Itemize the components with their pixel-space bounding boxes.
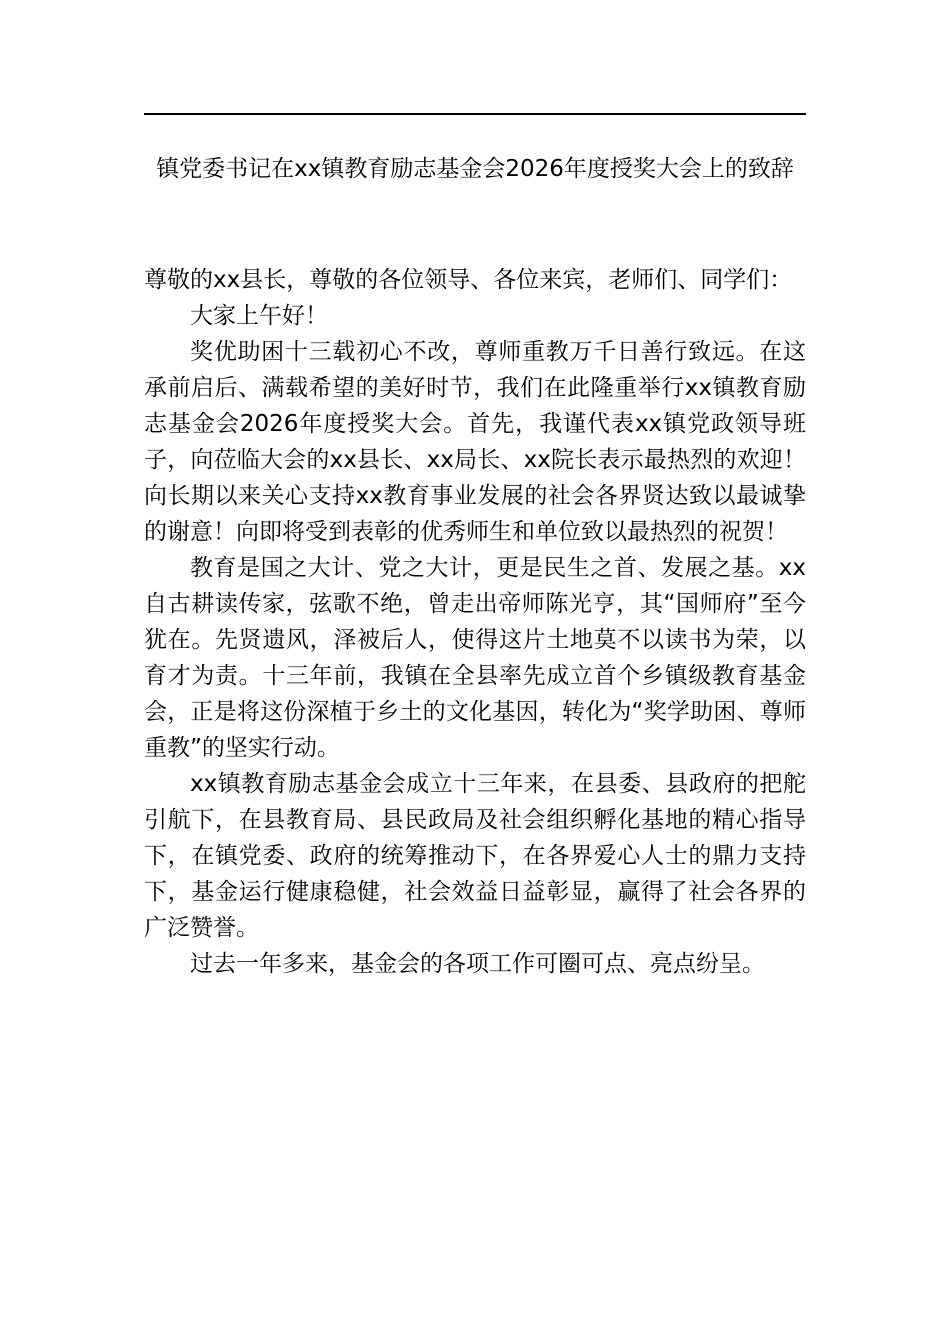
paragraph-opening: 奖优助困十三载初心不改，尊师重教万千日善行致远。在这承前启后、满载希望的美好时节，我们在此隆重举行xx镇教育励志基金会2026年度授奖大会。首先，我谨代表xx镇党政领导班子，向莅临大会的xx县长、xx局长、xx院长表示最热烈的欢迎！向长期以来关心支持xx教育事业发展的社会各界贤达致以最诚挚的谢意！向即将受到表彰的优秀师生和单位致以最热烈的祝贺！ [144,339,806,545]
document-title: 镇党委书记在xx镇教育励志基金会2026年度授奖大会上的致辞 [156,156,794,182]
paragraph-greeting: 大家上午好！ [190,303,328,329]
paragraph-foundation: xx镇教育励志基金会成立十三年来，在县委、县政府的把舵引航下，在县教育局、县民政局及社会组织孵化基地的精心指导下，在镇党委、政府的统筹推动下，在各界爱心人士的鼎力支持下，基金运行健康稳健，社会效益日益彰显，赢得了社会各界的广泛赞誉。 [144,771,806,941]
paragraph-education: 教育是国之大计、党之大计，更是民生之首、发展之基。xx自古耕读传家，弦歌不绝，曾走出帝师陈光亨，其“国师府”至今犹在。先贤遗风，泽被后人，使得这片土地莫不以读书为荣，以育才为责。十三年前，我镇在全县率先成立首个乡镇级教育基金会，正是将这份深植于乡土的文化基因，转化为“奖学助困、尊师重教”的坚实行动。 [144,555,806,761]
paragraph-review: 过去一年多来，基金会的各项工作可圈可点、亮点纷呈。 [190,951,765,977]
document-body [144,262,806,982]
header-rule [144,113,806,115]
salutation: 尊敬的xx县长，尊敬的各位领导、各位来宾，老师们、同学们： [144,267,793,293]
